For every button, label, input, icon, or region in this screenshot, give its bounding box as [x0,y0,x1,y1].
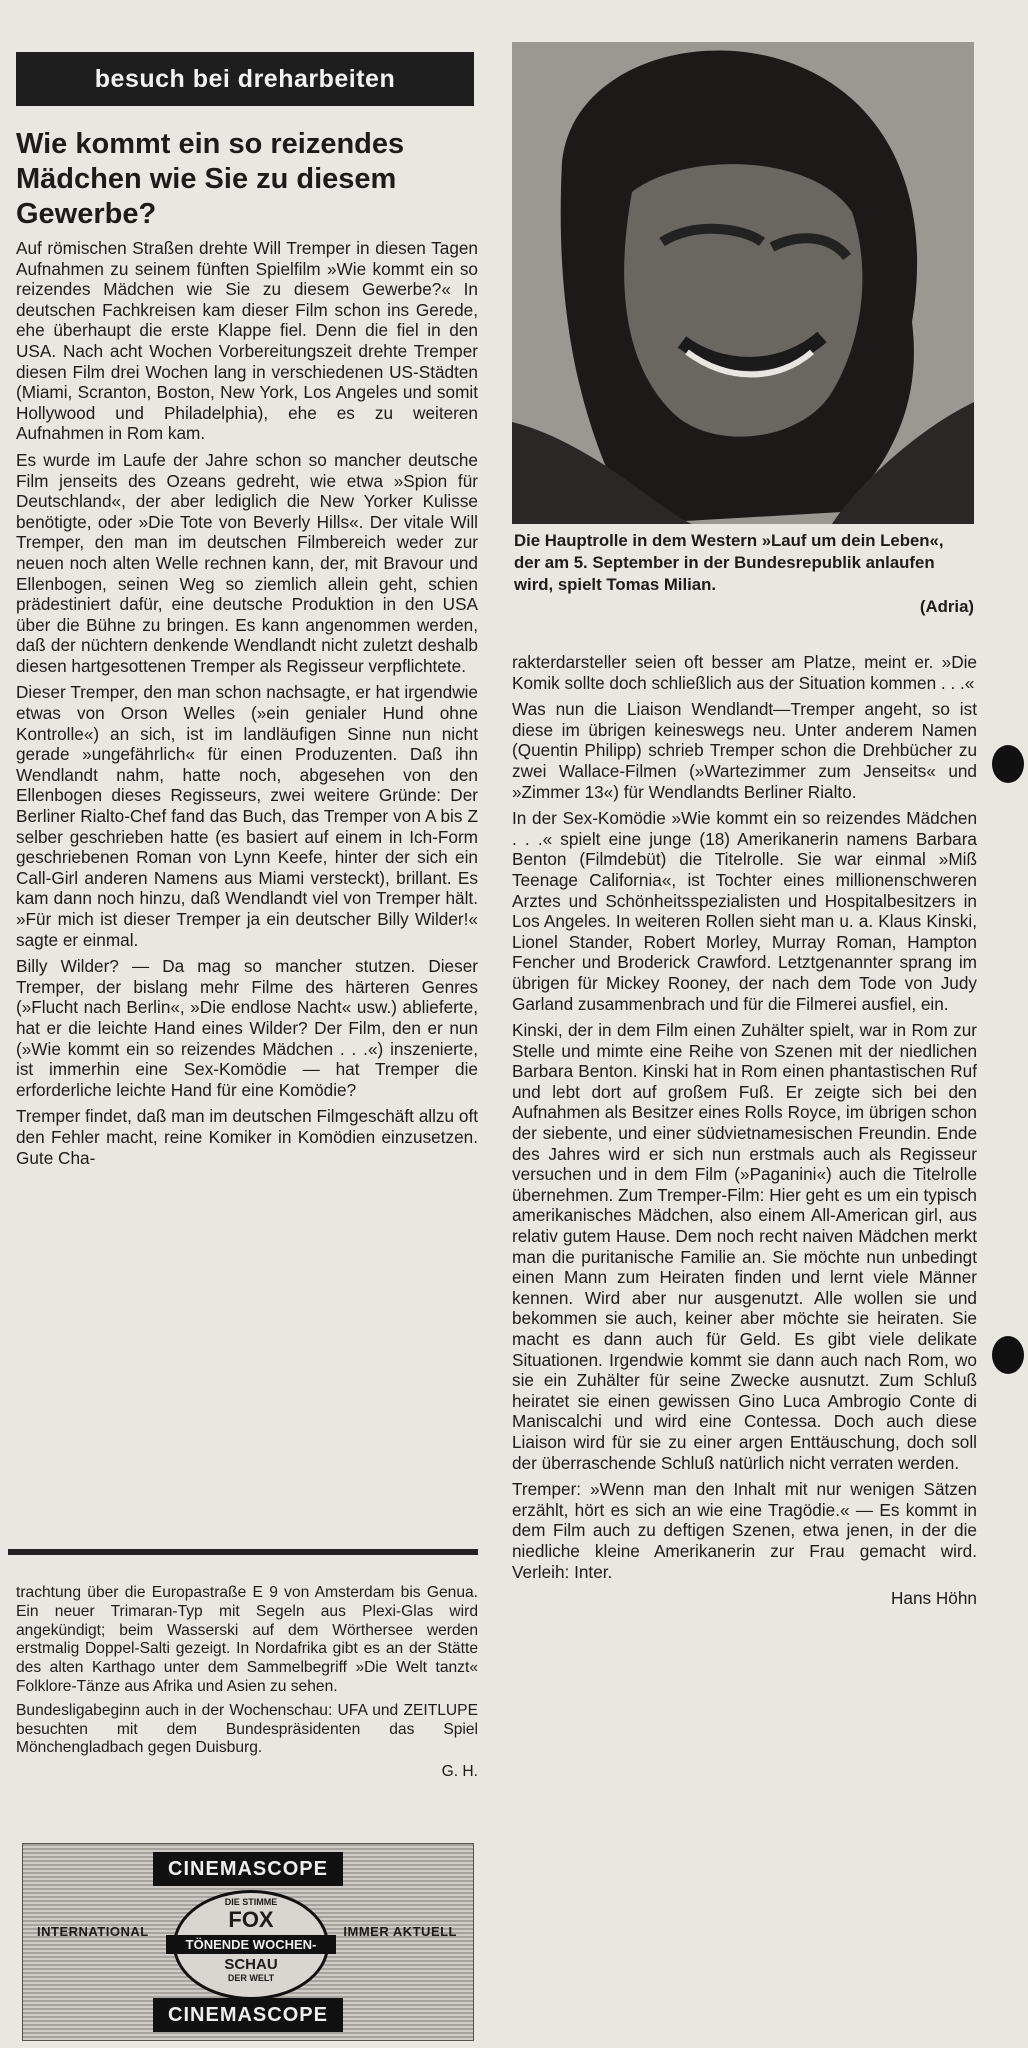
logo-bottom-band: CINEMASCOPE [153,1998,343,2032]
logo-arc-bottom: DER WELT [227,1973,275,1983]
newsreel-logo [22,1843,474,2041]
logo-left-text: INTERNATIONAL [37,1924,149,1939]
paragraph: Tremper: »Wenn man den Inhalt mit nur wenigen Sätzen erzählt, hört es sich an wie eine Tragödie.« — Es kommt in dem Film auch zu deftigen Szenen, etwa jenen, in der die niedliche kleine Amerikanerin zur Frau gemacht wird. Verleih: Inter. [512,1479,977,1582]
signature: G. H. [441,1763,478,1781]
logo-right-text: IMMER AKTUELL [343,1924,457,1939]
paragraph: Auf römischen Straßen drehte Will Tremper in diesen Tagen Aufnahmen zu seinem fünften Spielfilm »Wie kommt ein so reizendes Mädchen wie Sie zu diesem Gewerbe?« In deutschen Fachkreisen kam dieser Film schon ins Gerede, ehe überhaupt die erste Klappe fiel. Denn die fiel in den USA. Nach acht Wochen Vorbereitungszeit drehte Tremper diesen Film drei Wochen lang in verschiedenen US-Städten (Miami, Scranton, Boston, New York, Los Angeles und somit Hollywood und Philadelphia), ehe es zu weiteren Aufnahmen in Rom kam. [16,238,478,444]
paragraph: Billy Wilder? — Da mag so mancher stutzen. Dieser Tremper, der bislang mehr Filme des härteren Genres (»Flucht nach Berlin«, »Die endlose Nacht« usw.) ablieferte, hat er die leichte Hand eines Wilder? Der Film, den er nun (»Wie kommt ein so reizendes Mädchen . . .«) inszenierte, ist immerhin eine Sex-Komödie — hat Tremper die erforderliche leichte Hand für eine Komödie? [16,956,478,1100]
logo-arc-top: DIE STIMME [224,1897,278,1907]
logo-emblem [173,1890,329,2000]
article-column-left [16,238,478,1518]
logo-schau: SCHAU [224,1956,278,1973]
paragraph: Tremper findet, daß man im deutschen Filmgeschäft allzu oft den Fehler macht, reine Komiker in Komödien einzusetzen. Gute Cha- [16,1106,478,1168]
paragraph: In der Sex-Komödie »Wie kommt ein so reizendes Mädchen . . .« spielt eine junge (18) Amerikanerin namens Barbara Benton (Filmdebüt) die Titelrolle. Sie war einmal »Miß Teenage California«, ist Tochter eines millionenschweren Arztes und Schönheitsspezialisten und Hospitalbesitzers in Los Angeles. In weiteren Rollen sieht man u. a. Klaus Kinski, Lionel Stander, Robert Morley, Murray Roman, Hampton Fencher und Broderick Crawford. Letztgenannter sprang im übrigen für Mickey Rooney, der nach dem Tode von Judy Garland zusammenbrach und für die Filmerei ausfiel, ein. [512,808,977,1014]
article-headline: Wie kommt ein so reizendes Mädchen wie Sie zu diesem Gewerbe? [16,128,405,230]
punch-hole [992,1336,1024,1374]
paragraph: Kinski, der in dem Film einen Zuhälter spielt, war in Rom zur Stelle und mimte eine Reihe von Szenen mit der niedlichen Barbara Benton. Kinski hat in Rom einen phantastischen Ruf und lebt dort auf großem Fuß. Er zeigte sich bei den Aufnahmen als Besitzer eines Rolls Royce, im übrigen schon der siebente, und einer südvietnamesischen Freundin. Ende des Jahres wird er sich nun erstmals auch als Regisseur versuchen und in dem Film (»Paganini«) auch die Titelrolle übernehmen. Zum Tremper-Film: Hier geht es um ein typisch amerikanisches Mädchen, also einem All-American girl, aus relativ gutem Hause. Dem noch recht naiven Mädchen merkt man die puritanische Familie an. Sie möchte nun unbedingt einen Mann zum Heiraten finden und lernt viele Männer kennen. Wird aber nur ausgenutzt. Alle wollen sie und bekommen sie auch, keiner aber möchte sie heiraten. Sie macht es dann auch für Geld. Es gibt viele delikate Situationen. Irgendwie kommt sie dann auch nach Rom, wo sie ein Zuhälter für seine Zwecke ausnutzt. Zum Schluß heiratet sie einen gewissen Gino Luca Ambrogio Conte di Maniscalchi und wird eine Contessa. Doch auch diese Liaison wird für sie zu einer argen Enttäuschung, doch soll der überraschende Schluß natürlich nicht verraten werden. [512,1020,977,1473]
section-rubric: besuch bei dreharbeiten [16,52,474,106]
newsreel-notice [16,1584,478,1787]
author-byline: Hans Höhn [891,1588,977,1609]
paragraph: rakterdarsteller seien oft besser am Platze, meint er. »Die Komik sollte doch schließlich aus der Situation kommen . . .« [512,652,977,693]
caption-text: Die Hauptrolle in dem Western »Lauf um dein Leben«, der am 5. September in der Bundesrepublik anlaufen wird, spielt Tomas Milian. [514,531,944,594]
logo-fox: FOX [228,1907,274,1932]
punch-hole [992,745,1024,783]
paragraph: Bundesligabeginn auch in der Wochenschau: UFA und ZEITLUPE besuchten mit dem Bundespräsidenten das Spiel Mönchengladbach gegen Duisburg. [16,1701,478,1757]
paragraph: Was nun die Liaison Wendlandt—Tremper angeht, so ist diese im übrigen keineswegs neu. Unter anderem Namen (Quentin Philipp) schrieb Tremper schon die Drehbücher zu zwei Wallace-Filmen (»Wartezimmer zum Jenseits« und »Zimmer 13«) für Wendlandts Berliner Rialto. [512,699,977,802]
column-divider-rule [8,1549,478,1555]
photo-caption [514,530,974,618]
paragraph: trachtung über die Europastraße E 9 von Amsterdam bis Genua. Ein neuer Trimaran-Typ mit Segeln aus Plexi-Glas wird angekündigt; beim Wasserski auf dem Wörthersee werden erstmalig Doppel-Salti gezeigt. In Nordafrika gibt es an der Stätte des alten Karthago unter dem Sammelbegriff »Die Welt tanzt« Folklore-Tänze aus Afrika und Asien zu sehen. [16,1584,478,1695]
photo-credit: (Adria) [919,597,974,616]
logo-top-band: CINEMASCOPE [153,1852,343,1886]
paragraph: Dieser Tremper, den man schon nachsagte, er hat irgendwie etwas von Orson Welles (»ein genialer Hund ohne Kontrolle«) an sich, ist im landläufigen Sinne nun nicht gerade »ungefährlich« für einen Produzenten. Daß ihn Wendlandt nahm, hatte noch, abgesehen von den Ellenbogen dieses Regisseurs, zwei weitere Gründe: Der Berliner Rialto-Chef fand das Buch, das Tremper von A bis Z selber geschrieben hatte (es basiert auf einem in Ich-Form geschriebenen Roman von Lynn Keefe, hinter der sich ein Call-Girl anderen Namens aus Miami versteckt), brillant. Es kam dann noch hinzu, daß Wendlandt viel von Tremper hält. »Für mich ist dieser Tremper ja ein deutscher Billy Wilder!« sagte er einmal. [16,682,478,950]
actor-photo [512,42,974,524]
paragraph: Es wurde im Laufe der Jahre schon so mancher deutsche Film jenseits des Ozeans gedreht, wie etwa »Spion für Deutschland«, der aber lediglich die New Yorker Kulisse benötigte, oder »Die Tote von Beverly Hills«. Der vitale Will Tremper, den man im deutschen Filmbereich weder zur neuen noch alten Welle rechnen kann, der, mit Bravour und Ellenbogen, seinen Weg so ziemlich allein geht, schien prädestiniert dafür, eine deutsche Produktion in den USA über die Bühne zu bringen. Es kann angenommen werden, daß der nüchtern denkende Wendlandt nicht zuletzt deshalb diesen hartgesottenen Tremper als Regisseur verpflichtete. [16,449,478,676]
logo-main-text: TÖNENDE WOCHEN- [166,1935,336,1954]
portrait-image [512,42,974,524]
article-column-right [512,652,977,2044]
